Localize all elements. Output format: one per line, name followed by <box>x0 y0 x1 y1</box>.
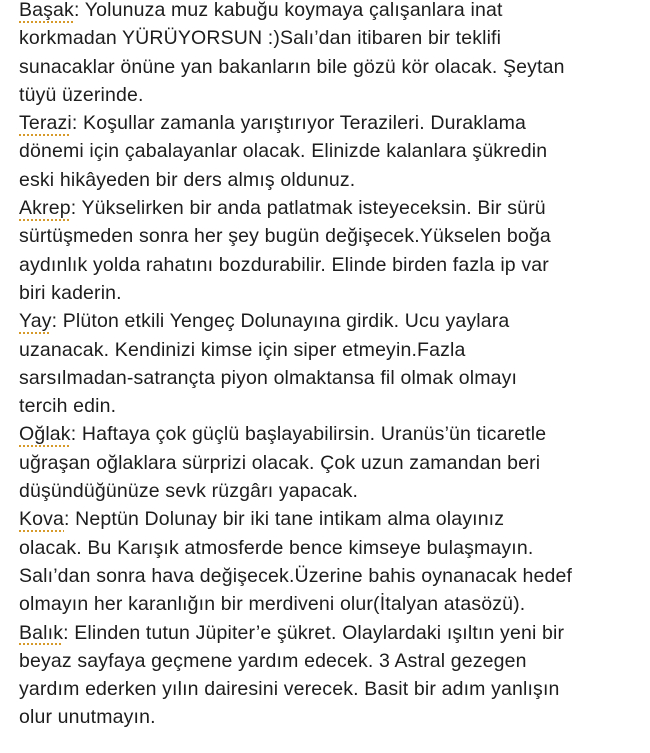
text-line: aydınlık yolda rahatını bozdurabilir. Elinde birden fazla ip var <box>19 253 549 276</box>
text-line: Başak: Yolunuza muz kabuğu koymaya çalışanlara inat <box>19 0 503 21</box>
paragraph-yay <box>19 307 644 420</box>
text-line: biri kaderin. <box>19 281 122 304</box>
text-line: sarsılmadan-satrançta piyon olmaktansa fil olmak olmayı <box>19 366 518 389</box>
text-line: olur unutmayın. <box>19 706 156 729</box>
text-line: korkmadan YÜRÜYORSUN :)Salı’dan itibaren bir teklifi <box>19 27 502 50</box>
text-line: dönemi için çabalayanlar olacak. Elinizde kalanlara şükredin <box>19 140 548 163</box>
sign-name-basak: Başak <box>19 0 74 21</box>
text-line: olacak. Bu Karışık atmosferde bence kimseye bulaşmayın. <box>19 536 534 559</box>
text-line: Terazi: Koşullar zamanla yarıştırıyor Terazileri. Duraklama <box>19 112 526 135</box>
paragraph-basak <box>19 0 644 109</box>
text-line: Salı’dan sonra hava değişecek.Üzerine bahis oynanacak hedef <box>19 564 573 587</box>
text-line: düşündüğünüze sevk rüzgârı yapacak. <box>19 480 359 503</box>
sign-name-balik: Balık <box>19 621 64 644</box>
text-line: uğraşan oğlaklara sürprizi olacak. Çok uzun zamandan beri <box>19 451 541 474</box>
text-line: tercih edin. <box>19 395 117 418</box>
text-line: yardım ederken yılın dairesini verecek. Basit bir adım yanlışın <box>19 678 560 701</box>
text-line: tüyü üzerinde. <box>19 83 144 106</box>
text-line: Balık: Elinden tutun Jüpiter’e şükret. Olaylardaki ışıltın yeni bir <box>19 621 565 644</box>
text-line: eski hikâyeden bir ders almış oldunuz. <box>19 168 356 191</box>
sign-name-akrep: Akrep <box>19 197 71 220</box>
text-line: Yay: Plüton etkili Yengeç Dolunayına girdik. Ucu yaylara <box>19 310 510 333</box>
sign-name-kova: Kova <box>19 508 65 531</box>
text-line: Oğlak: Haftaya çok güçlü başlayabilirsin. Uranüs’ün ticaretle <box>19 423 547 446</box>
paragraph-balik <box>19 619 644 732</box>
paragraph-oglak <box>19 420 644 505</box>
sign-name-oglak: Oğlak <box>19 423 71 446</box>
text-line: beyaz sayfaya geçmene yardım edecek. 3 Astral gezegen <box>19 649 527 672</box>
paragraph-akrep <box>19 194 644 307</box>
text-line: sürtüşmeden sonra her şey bugün değişecek.Yükselen boğa <box>19 225 551 248</box>
paragraph-terazi <box>19 109 644 194</box>
paragraph-kova <box>19 505 644 618</box>
text-line: olmayın her karanlığın bir merdiveni olur(İtalyan atasözü). <box>19 593 526 616</box>
sign-name-yay: Yay <box>19 310 52 333</box>
text-line: Kova: Neptün Dolunay bir iki tane intikam alma olayınız <box>19 508 505 531</box>
sign-name-terazi: Terazi <box>19 112 72 135</box>
horoscope-text <box>19 0 644 732</box>
text-line: sunacaklar önüne yan bakanların bile gözü kör olacak. Şeytan <box>19 55 565 78</box>
text-line: uzanacak. Kendinizi kimse için siper etmeyin.Fazla <box>19 338 466 361</box>
text-line: Akrep: Yükselirken bir anda patlatmak isteyeceksin. Bir sürü <box>19 197 546 220</box>
